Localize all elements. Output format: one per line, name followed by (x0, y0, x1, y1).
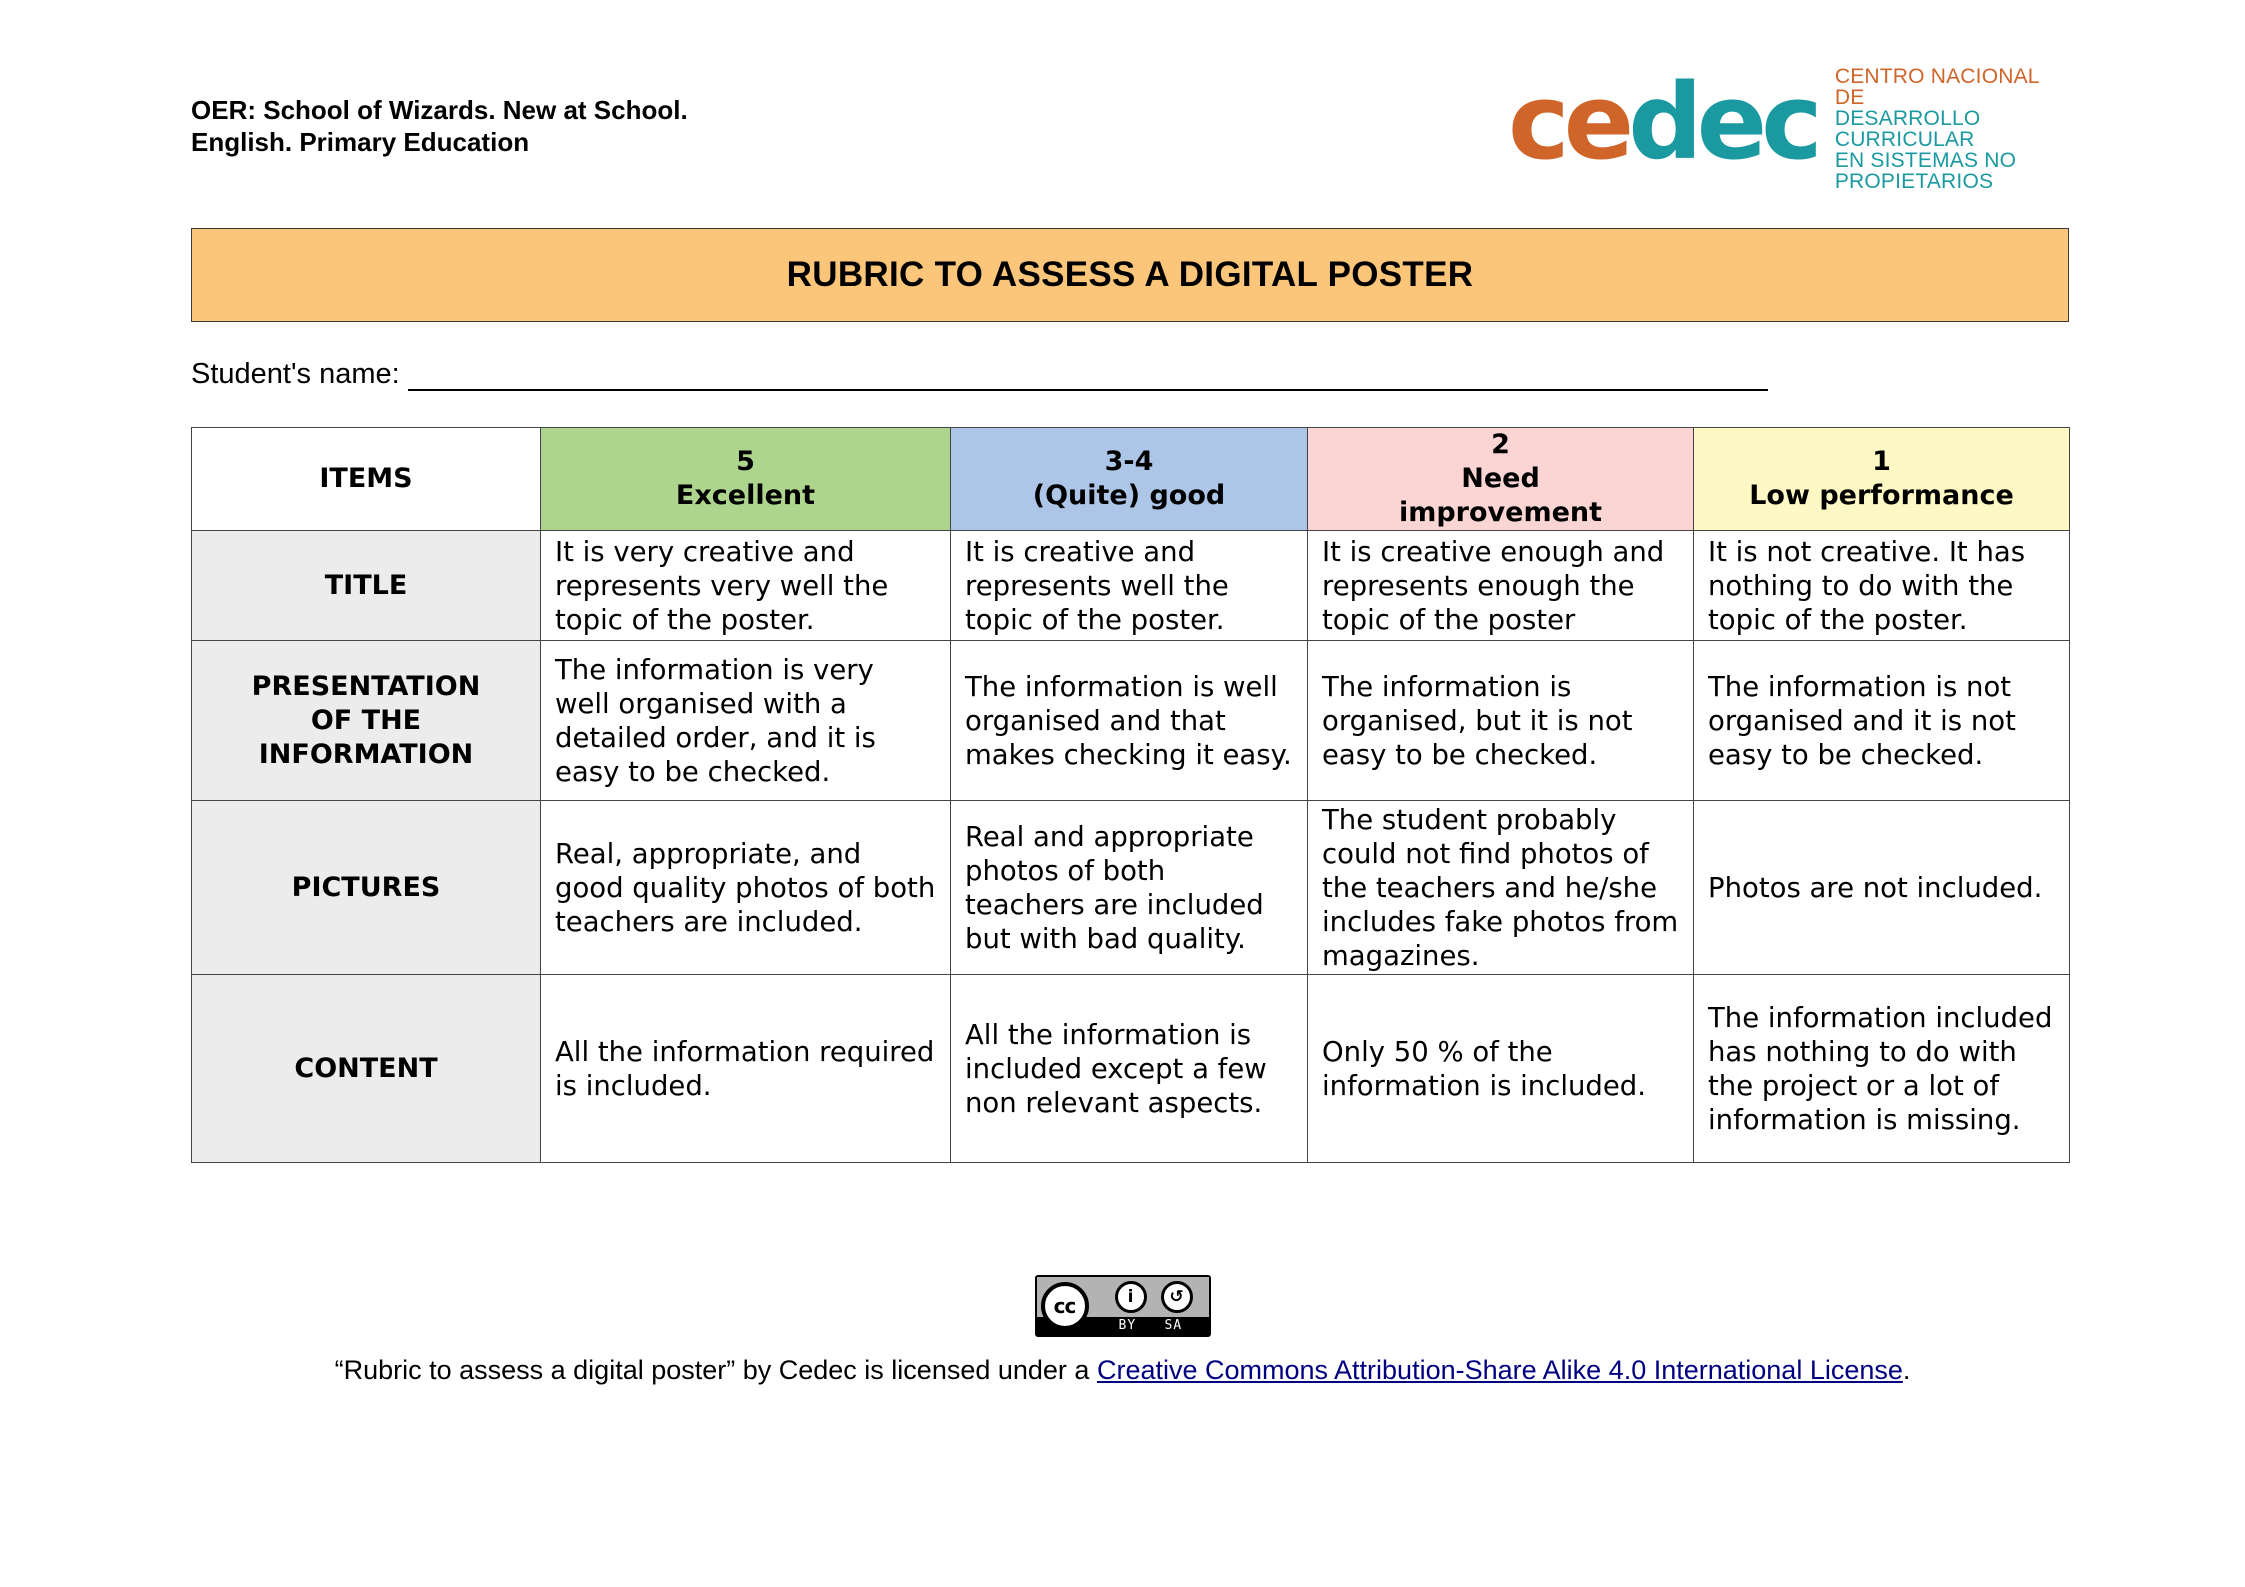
item-label: OF THE (310, 704, 422, 736)
license-link[interactable]: Creative Commons Attribution-Share Alike 4.0 International License (1096, 1355, 1903, 1385)
row-item-content (192, 975, 541, 1163)
student-name-label: Student's name: (191, 358, 400, 390)
cell-score-2: It is creative enough and represents enough the topic of the poster (1308, 531, 1694, 641)
table-row (192, 975, 2070, 1163)
share-alike-icon (1161, 1281, 1193, 1313)
cell-score-5: All the information required is included. (541, 975, 951, 1163)
item-label: PRESENTATION (251, 670, 481, 702)
cc-icon-text: cc (1053, 1294, 1076, 1318)
cell-score-1: It is not creative. It has nothing to do with the topic of the poster. (1694, 531, 2070, 641)
cell-score-5: It is very creative and represents very well the topic of the poster. (541, 531, 951, 641)
cell-score-2: Only 50 % of the information is included. (1308, 975, 1694, 1163)
logo-wordmark (1508, 61, 1817, 183)
license-text-before: “Rubric to assess a digital poster” by Cedec is licensed under a (334, 1355, 1097, 1385)
badge-sa-label: SA (1164, 1318, 1183, 1333)
logo-word-part-2: dec (1628, 61, 1817, 183)
cedec-logo (1508, 61, 2068, 193)
header-score-3-4-number: 3-4 (1104, 446, 1154, 477)
header-score-2 (1308, 428, 1694, 531)
cell-score-3-4: It is creative and represents well the topic of the poster. (951, 531, 1308, 641)
item-label: CONTENT (294, 1052, 438, 1084)
header-line-1: OER: School of Wizards. New at School. (191, 95, 688, 125)
license-text-after: . (1902, 1355, 1911, 1385)
license-statement (0, 1355, 2245, 1386)
cell-score-3-4: The information is well organised and that makes checking it easy. (951, 641, 1308, 801)
student-name-blank-line (408, 363, 1768, 391)
header-score-5 (541, 428, 951, 531)
cell-score-1: The information included has nothing to do with the project or a lot of information is missing. (1694, 975, 2070, 1163)
table-row (192, 531, 2070, 641)
cell-score-3-4: All the information is included except a few non relevant aspects. (951, 975, 1308, 1163)
cell-score-1: The information is not organised and it is not easy to be checked. (1694, 641, 2070, 801)
header-score-3-4 (951, 428, 1308, 531)
cc-by-sa-badge[interactable] (1035, 1275, 1211, 1337)
header-score-3-4-label: (Quite) good (1032, 480, 1226, 511)
table-row (192, 801, 2070, 975)
student-name-field (191, 358, 1768, 391)
header-score-2-number: 2 (1491, 429, 1510, 460)
logo-subtitle (1835, 66, 2068, 192)
document-header (191, 94, 688, 158)
header-score-5-number: 5 (736, 446, 755, 477)
logo-subtitle-line-2: DESARROLLO CURRICULAR (1834, 107, 1981, 151)
header-line-2: English. Primary Education (191, 127, 530, 157)
attribution-icon-glyph: i (1127, 1287, 1134, 1307)
cell-score-2: The information is organised, but it is not easy to be checked. (1308, 641, 1694, 801)
header-score-1-number: 1 (1872, 446, 1891, 477)
logo-word-part-1: ce (1508, 61, 1629, 183)
header-score-5-label: Excellent (675, 480, 816, 511)
share-alike-icon-glyph: ↺ (1169, 1287, 1184, 1307)
cell-score-5: The information is very well organised with a detailed order, and it is easy to be checked. (541, 641, 951, 801)
row-item-title (192, 531, 541, 641)
logo-subtitle-line-1: CENTRO NACIONAL DE (1834, 65, 2039, 109)
header-score-2-label-b: improvement (1398, 497, 1603, 528)
cc-icon (1041, 1282, 1089, 1330)
license-footer (0, 1275, 2245, 1386)
rubric-table (191, 427, 2070, 1163)
cell-score-3-4: Real and appropriate photos of both teachers are included but with bad quality. (951, 801, 1308, 975)
logo-subtitle-line-3: EN SISTEMAS NO PROPIETARIOS (1834, 149, 2017, 193)
attribution-icon (1115, 1281, 1147, 1313)
cell-score-2: The student probably could not find photos of the teachers and he/she includes fake photos from magazines. (1308, 801, 1694, 975)
rubric-header-row (192, 428, 2070, 531)
item-label: PICTURES (291, 871, 441, 903)
cell-score-5: Real, appropriate, and good quality photos of both teachers are included. (541, 801, 951, 975)
cell-score-1: Photos are not included. (1694, 801, 2070, 975)
header-score-2-label-a: Need (1461, 463, 1540, 494)
header-score-1-label: Low performance (1749, 480, 2014, 511)
header-items (192, 428, 541, 531)
item-label: TITLE (324, 569, 408, 601)
item-label: INFORMATION (258, 738, 474, 770)
page-title: RUBRIC TO ASSESS A DIGITAL POSTER (786, 255, 1474, 294)
title-banner (191, 228, 2069, 322)
row-item-pictures (192, 801, 541, 975)
header-score-1 (1694, 428, 2070, 531)
row-item-presentation (192, 641, 541, 801)
badge-by-label: BY (1118, 1318, 1137, 1333)
table-row (192, 641, 2070, 801)
header-items-label: ITEMS (319, 463, 413, 494)
